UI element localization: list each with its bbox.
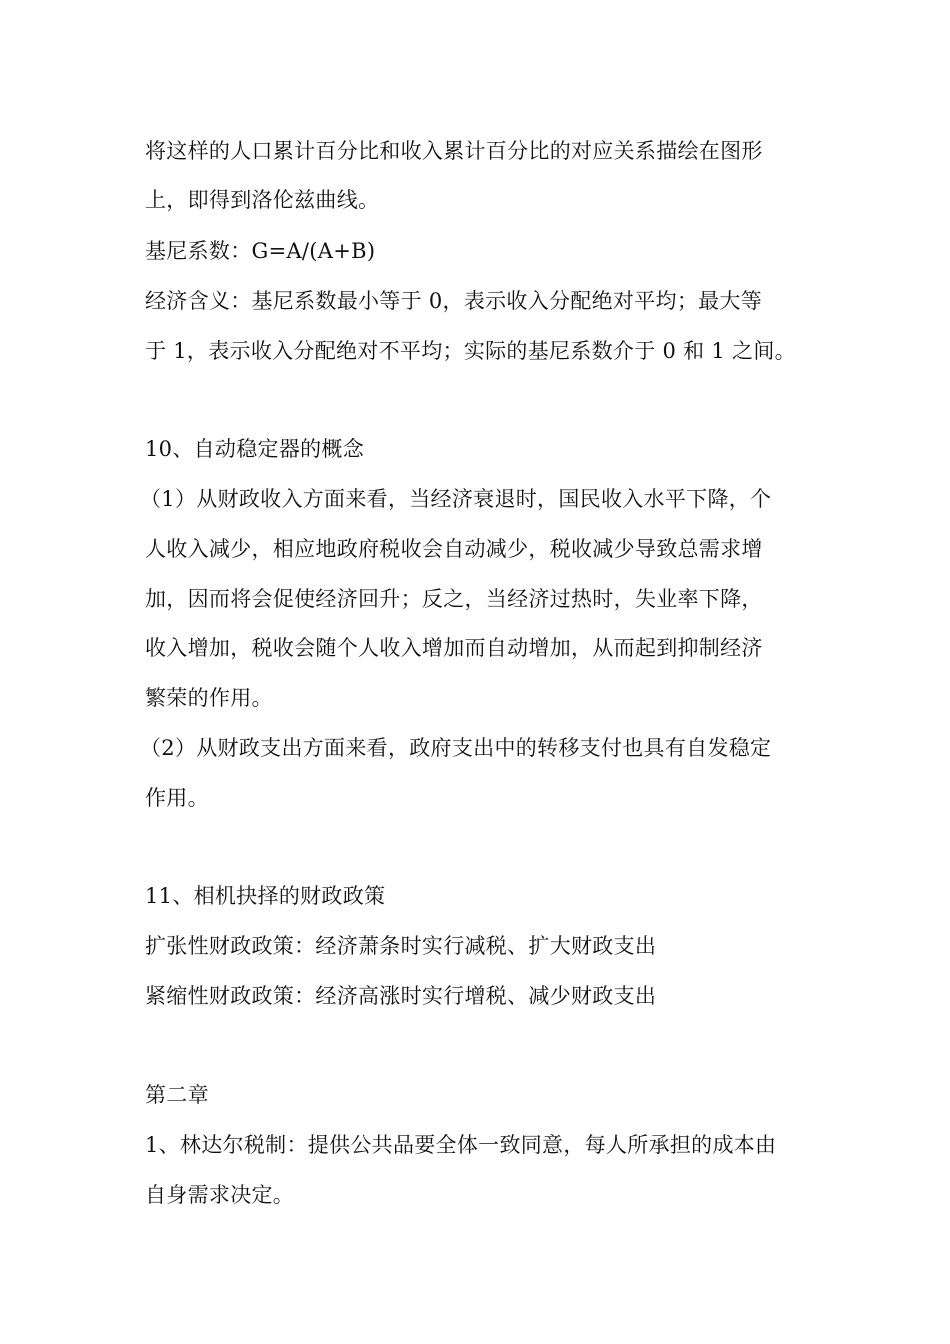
paragraph-line: 上，即得到洛伦兹曲线。 [145, 188, 380, 212]
chapter-heading: 第二章 [145, 1083, 209, 1107]
paragraph-line: 自身需求决定。 [145, 1183, 295, 1207]
gini-formula: 基尼系数：G=A/(A+B) [145, 239, 376, 263]
paragraph-line: 将这样的人口累计百分比和收入累计百分比的对应关系描绘在图形 [145, 139, 763, 163]
paragraph-line: 作用。 [145, 786, 209, 810]
paragraph-line: 扩张性财政政策：经济萧条时实行减税、扩大财政支出 [145, 934, 657, 958]
paragraph-line: 收入增加，税收会随个人收入增加而自动增加，从而起到抑制经济 [145, 636, 763, 660]
paragraph-line: （1）从财政收入方面来看，当经济衰退时，国民收入水平下降，个 [140, 487, 772, 511]
section-heading: 11、相机抉择的财政政策 [145, 884, 386, 908]
paragraph-line: （2）从财政支出方面来看，政府支出中的转移支付也具有自发稳定 [140, 736, 772, 760]
paragraph-line: 于 1，表示收入分配绝对不平均；实际的基尼系数介于 0 和 1 之间。 [145, 339, 796, 363]
paragraph-line: 加，因而将会促使经济回升；反之，当经济过热时，失业率下降， [145, 587, 763, 611]
section-heading: 10、自动稳定器的概念 [145, 437, 365, 461]
paragraph-line: 1、林达尔税制：提供公共品要全体一致同意，每人所承担的成本由 [145, 1133, 777, 1157]
paragraph-line: 紧缩性财政政策：经济高涨时实行增税、减少财政支出 [145, 984, 657, 1008]
paragraph-line: 繁荣的作用。 [145, 686, 273, 710]
paragraph-line: 人收入减少，相应地政府税收会自动减少，税收减少导致总需求增 [145, 537, 763, 561]
paragraph-line: 经济含义：基尼系数最小等于 0，表示收入分配绝对平均；最大等 [145, 289, 763, 313]
